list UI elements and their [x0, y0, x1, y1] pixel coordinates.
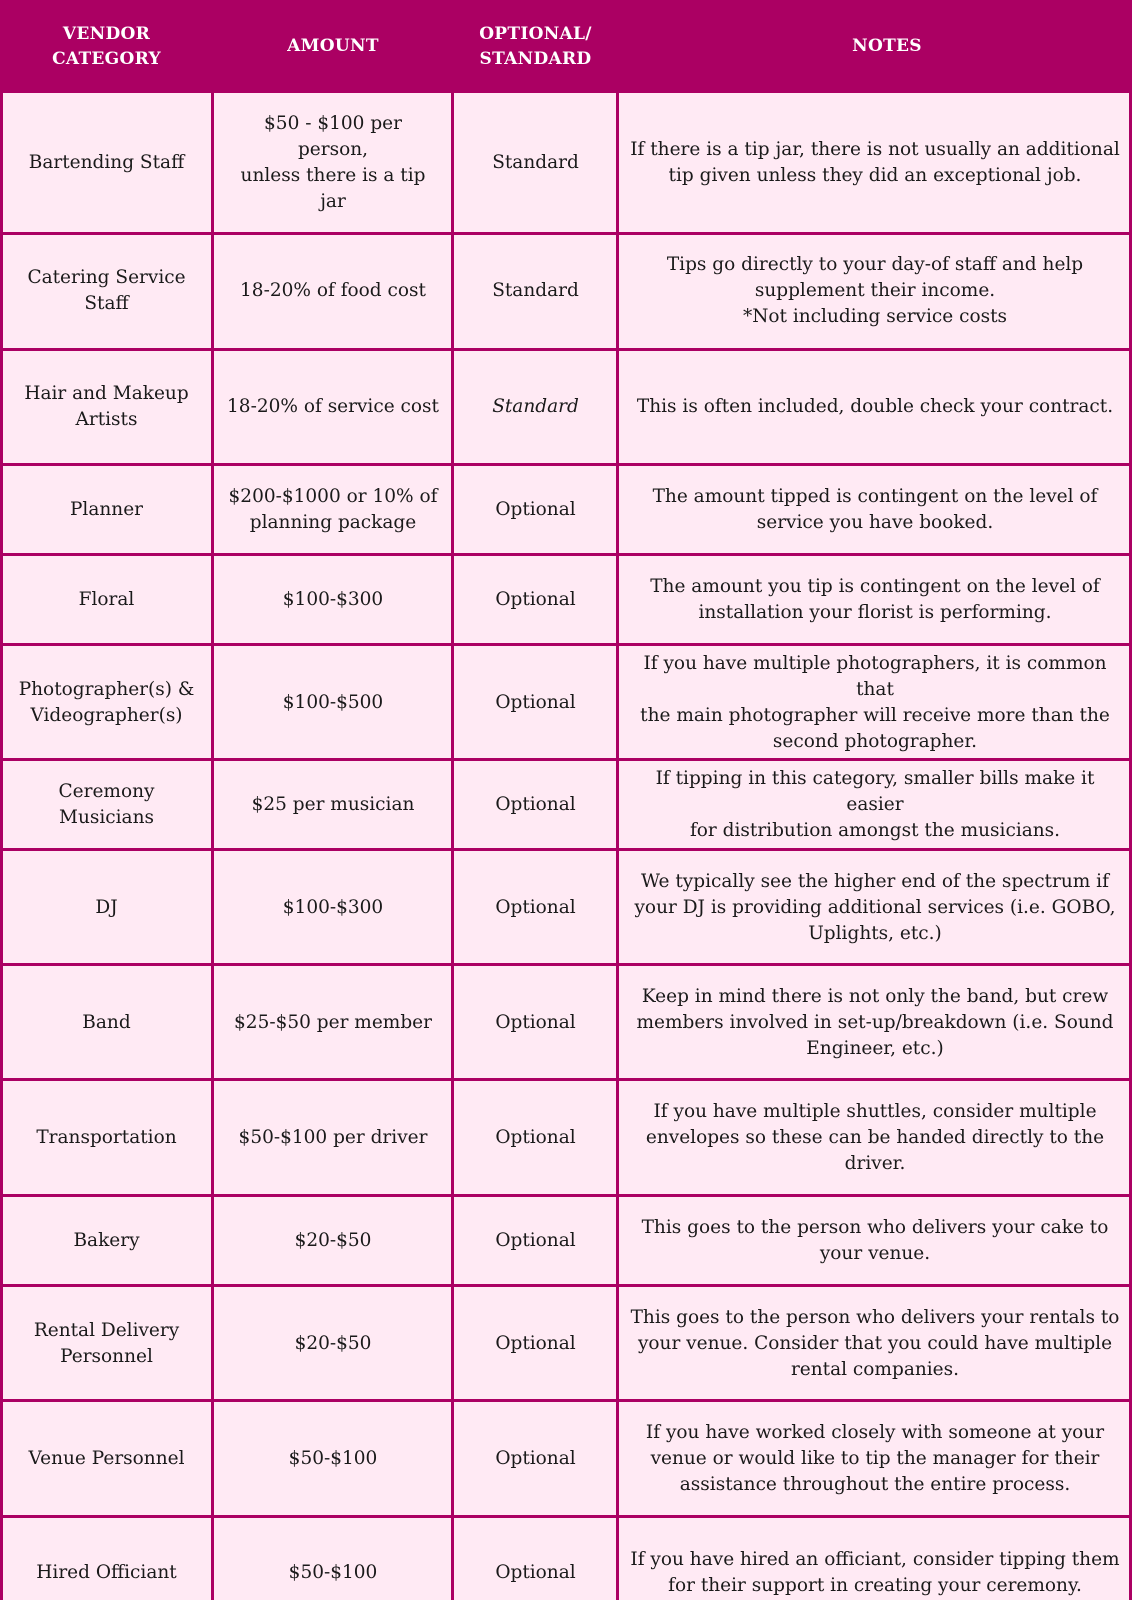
- table-row: [0, 93, 1132, 233]
- table-header: [0, 0, 1132, 93]
- vendor-cell: Photographer(s) & Videographer(s): [18, 678, 195, 726]
- table-row: [0, 1196, 1132, 1286]
- type-cell: Optional: [495, 1448, 576, 1469]
- notes-cell: This goes to the person who delivers your rentals to your venue. Consider that you could have multiple rental companies.: [630, 1306, 1120, 1380]
- notes-cell: Keep in mind there is not only the band, but crew members involved in set-up/breakdown (i.e. Sound Engineer, etc.): [636, 985, 1114, 1059]
- vendor-cell: Transportation: [36, 1127, 177, 1148]
- vendor-cell: Bartending Staff: [28, 152, 185, 173]
- amount-cell: $25 per musician: [251, 794, 415, 815]
- amount-cell: $100-$300: [282, 896, 384, 918]
- table-row: [0, 1286, 1132, 1401]
- grid-line: [0, 232, 1132, 235]
- vendor-cell: Planner: [69, 499, 143, 520]
- amount-cell: $50-$100: [288, 1448, 378, 1469]
- grid-line: [0, 758, 1132, 761]
- type-cell: Optional: [495, 499, 576, 520]
- grid-line: [0, 1194, 1132, 1197]
- grid-line: [451, 93, 454, 1600]
- table-row: [0, 1401, 1132, 1517]
- amount-cell: $20-$50: [294, 1230, 372, 1251]
- notes-cell: If there is a tip jar, there is not usually an additional tip given unless they did an exceptional job.: [630, 139, 1120, 186]
- vendor-cell: Band: [82, 1011, 131, 1033]
- grid-line: [0, 1399, 1132, 1402]
- grid-line: [0, 1078, 1132, 1081]
- notes-cell: If tipping in this category, smaller bills make it easier for distribution amongst the musicians.: [655, 768, 1095, 841]
- grid-line: [0, 848, 1132, 851]
- type-cell: Optional: [495, 1230, 576, 1251]
- grid-line: [616, 93, 619, 1600]
- type-cell: Optional: [495, 1562, 576, 1583]
- amount-cell: $25-$50 per member: [234, 1011, 432, 1033]
- vendor-cell: Hair and Makeup Artists: [24, 383, 189, 430]
- header-vendor-category: VENDOR CATEGORY: [52, 23, 161, 69]
- header-notes: NOTES: [852, 36, 922, 56]
- notes-cell: This is often included, double check your contract.: [636, 396, 1114, 417]
- notes-cell: The amount you tip is contingent on the level of installation your florist is performing.: [650, 576, 1100, 623]
- vendor-cell: Venue Personnel: [28, 1448, 185, 1469]
- amount-cell: $200-$1000 or 10% of planning package: [228, 486, 438, 533]
- notes-cell: If you have worked closely with someone at your venue or would like to tip the manager for their assistance throughout the entire process.: [645, 1422, 1105, 1495]
- vendor-cell: Hired Officiant: [36, 1562, 177, 1583]
- vendor-cell: Ceremony Musicians: [58, 781, 155, 828]
- table-row: [0, 645, 1132, 760]
- amount-cell: $50 - $100 per person, unless there is a tip jar: [240, 113, 426, 212]
- notes-cell: If you have hired an officiant, consider tipping them for their support in creating your ceremony.: [630, 1549, 1120, 1596]
- table-row: [0, 1517, 1132, 1600]
- amount-cell: $100-$500: [282, 691, 384, 713]
- type-cell: Optional: [495, 1127, 576, 1148]
- notes-cell: We typically see the higher end of the spectrum if your DJ is providing additional services (i.e. GOBO, Uplights, etc.): [634, 870, 1116, 944]
- table-row: [0, 1080, 1132, 1196]
- table-row: [0, 349, 1132, 465]
- amount-cell: $20-$50: [294, 1332, 372, 1354]
- table-row: [0, 850, 1132, 965]
- table-row: [0, 760, 1132, 850]
- grid-line: [0, 643, 1132, 646]
- type-cell: Standard: [492, 396, 579, 417]
- vendor-cell: Rental Delivery Personnel: [33, 1319, 180, 1367]
- notes-cell: Tips go directly to your day-of staff and help supplement their income. *Not including service costs: [666, 254, 1084, 327]
- type-cell: Standard: [492, 280, 579, 301]
- amount-cell: 18-20% of food cost: [240, 280, 426, 301]
- type-cell: Standard: [492, 152, 579, 173]
- vendor-cell: Floral: [78, 589, 135, 610]
- grid-line: [0, 1284, 1132, 1287]
- type-cell: Optional: [495, 1011, 576, 1033]
- notes-cell: If you have multiple photographers, it is common that the main photographer will receive more than the second photographer.: [640, 652, 1110, 752]
- amount-cell: 18-20% of service cost: [227, 396, 439, 417]
- table-row: [0, 555, 1132, 645]
- grid-line: [0, 553, 1132, 556]
- type-cell: Optional: [495, 1332, 576, 1354]
- type-cell: Optional: [495, 794, 576, 815]
- grid-line: [0, 93, 3, 1600]
- vendor-cell: DJ: [95, 896, 118, 918]
- header-amount: AMOUNT: [287, 36, 379, 56]
- header-optional-standard: OPTIONAL/ STANDARD: [479, 23, 592, 69]
- type-cell: Optional: [495, 896, 576, 918]
- grid-line: [0, 463, 1132, 466]
- vendor-cell: Bakery: [73, 1230, 140, 1251]
- grid-line: [0, 963, 1132, 966]
- amount-cell: $50-$100 per driver: [238, 1127, 428, 1148]
- grid-line: [0, 1515, 1132, 1518]
- notes-cell: The amount tipped is contingent on the level of service you have booked.: [652, 486, 1098, 533]
- type-cell: Optional: [495, 691, 576, 713]
- type-cell: Optional: [495, 589, 576, 610]
- amount-cell: $50-$100: [288, 1562, 378, 1583]
- table-row: [0, 233, 1132, 349]
- grid-line: [0, 348, 1132, 351]
- amount-cell: $100-$300: [282, 589, 384, 610]
- notes-cell: If you have multiple shuttles, consider multiple envelopes so these can be handed directly to the driver.: [645, 1101, 1105, 1174]
- table-row: [0, 965, 1132, 1080]
- vendor-cell: Catering Service Staff: [27, 267, 186, 314]
- table-row: [0, 465, 1132, 555]
- notes-cell: This goes to the person who delivers your cake to your venue.: [641, 1217, 1109, 1264]
- grid-line: [211, 93, 214, 1600]
